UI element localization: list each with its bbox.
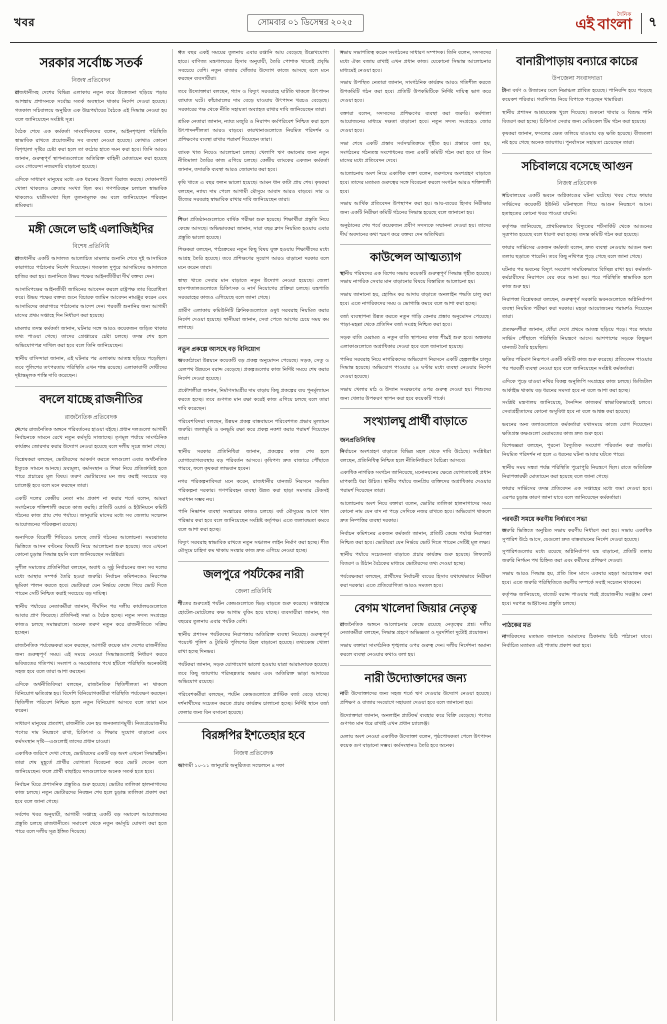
article bbox=[178, 49, 329, 205]
article-paragraph: বিশেষজ্ঞরা বলছেন, পুরনো বৈদ্যুতিক সংযোগ পরিবর্তন করা জরুরি। নিয়মিত পরিদর্শন না হলে এ ধরনের ঘটনা আবার ঘটতে পারে। bbox=[501, 443, 652, 458]
article-divider bbox=[15, 216, 167, 217]
article-paragraph: গ্রামীণ এলাকায় কমিউনিটি ক্লিনিকগুলোতে ওষুধ সরবরাহ নিয়মিত করার নির্দেশ দেওয়া হয়েছে। স্থানীয়রা জানান, সেবা পেতে আগের চেয়ে সময় কম লাগছে। bbox=[177, 307, 329, 332]
article-paragraph: নিরাপত্তা বিশ্লেষকরা বলছেন, গুরুত্বপূর্ণ সরকারি ভবনগুলোতে অগ্নিনির্বাপণ ব্যবস্থা নিয়মিত পরীক্ষা করা দরকার। মহড়া আয়োজনের পরামর্শও দিয়েছেন তারা। bbox=[501, 296, 652, 321]
article-paragraph: বিশ্লেষকরা বলছেন, ভোটারদের আকর্ষণ করতে দলগুলো এবার অর্থনৈতিক ইস্যুকে সামনে আনছে। দ্রব্যমূল্য, কর্মসংস্থান ও শিক্ষা নিয়ে প্রতিশ্রুতিই হতে পারে প্রচারের মূল বিষয়। তরুণ ভোটারদের মন জয় করাই সবচেয়ে বড় চ্যালেঞ্জ হবে বলে মনে করছেন তারা। bbox=[15, 456, 167, 489]
article-paragraph: স্থানীয় পরিষদের এক বিশেষ সভায় কয়েকটি গুরুত্বপূর্ণ সিদ্ধান্ত গৃহীত হয়েছে। সভায় নাগরিক সেবার মান বাড়ানোর বিষয়ে বিস্তারিত আলোচনা হয়। bbox=[339, 270, 491, 286]
article-divider bbox=[15, 386, 167, 387]
article bbox=[178, 729, 329, 770]
article-subheading: পরবর্তী সময়ে করণীয় নির্ধারণে সভা bbox=[501, 515, 588, 523]
article-paragraph: স্থানীয় পর্যায়ে সচেতনতা বাড়াতে প্রচার কার্যক্রম শুরু হয়েছে। লিফলেট বিতরণ ও উঠান বৈঠকের মাধ্যমে ভোটারদের তথ্য দেওয়া হচ্ছে। bbox=[339, 552, 491, 567]
article bbox=[340, 602, 491, 659]
date-line: সোমবার ০১ ডিসেম্বর ২০২৫ bbox=[247, 14, 364, 32]
article bbox=[340, 415, 491, 590]
article-paragraph: স্থানীয় পর্যায়ের নেতাকর্মীরা জানান, দীর্ঘদিন পর দলীয় কার্যালয়গুলোতে আবার প্রাণ ফিরেছে। প্রতিদিনই সভা ও বৈঠক হচ্ছে। নতুন সদস্য সংগ্রহের কাজও চলছে সমান্তরালে। অনেক তরুণ নতুন করে রাজনীতিতে সক্রিয় হচ্ছেন। bbox=[15, 604, 167, 637]
article-paragraph: একটি দলের কেন্দ্রীয় নেতা নাম প্রকাশ না করার শর্তে বলেন, আমরা সংগঠনকে শক্তিশালী করতে কাজ করছি। প্রতিটি ওয়ার্ড ও ইউনিয়নে কমিটি গঠনের কাজ প্রায় শেষ পর্যায়ে। জানুয়ারি মাসের মধ্যে সব জেলায় সম্মেলন আয়োজনের পরিকল্পনা রয়েছে। bbox=[15, 495, 167, 528]
article bbox=[178, 568, 329, 717]
article-headline[interactable]: জলপুরে পর্যটকের নারী bbox=[203, 569, 304, 581]
article-paragraph: কর্তৃপক্ষ জানিয়েছে, প্রাথমিকভাবে বিদ্যুতের শর্টসার্কিট থেকে আগুনের সূত্রপাত হয়েছে বলে ধারণা করা হচ্ছে। তদন্ত কমিটি গঠন করা হয়েছে। bbox=[501, 223, 652, 239]
article bbox=[502, 160, 652, 503]
article-paragraph: ঘটনার পর ভবনের বিদ্যুৎ সংযোগ সাময়িকভাবে বিচ্ছিন্ন রাখা হয়। কর্মকর্তা-কর্মচারীদের নিরাপদে বের করে আনা হয়। পরে পরিস্থিতি স্বাভাবিক হলে কাজ শুরু হয়। bbox=[501, 266, 652, 290]
article-paragraph: শ্রমিক নেতারা জানান, ন্যায্য মজুরি ও নিরাপদ কর্মপরিবেশ নিশ্চিত করা হলে উৎপাদনশীলতা আরও বাড়বে। কারখানাগুলোতে নিয়মিত পরিদর্শন ও প্রশিক্ষণের ব্যবস্থা রাখার পরামর্শ দিয়েছেন তারা। bbox=[177, 119, 329, 143]
article-headline[interactable]: বেগম খালেদা জিয়ার নেতৃত্ব bbox=[354, 603, 477, 616]
article-paragraph: কর্তৃপক্ষ জানিয়েছে, বাজেট বরাদ্দ পাওয়ার পরই প্রয়োজনীয় সরঞ্জাম কেনা হবে। দরপত্র আহ্বানের প্রস্তুতি চলছে। bbox=[501, 592, 652, 607]
article-paragraph: বিদ্যুৎ সরবরাহ স্বাভাবিক রাখতে নতুন সঞ্চালন লাইন নির্মাণ করা হচ্ছে। শীত মৌসুমে চাহিদা কম থাকায় সংস্কার কাজ দ্রুত এগিয়ে নেওয়া হচ্ছে। bbox=[177, 539, 329, 555]
article-paragraph: অবকাঠামো উন্নয়নে কয়েকটি বড় প্রকল্প অনুমোদন পেয়েছে। সড়ক, সেতু ও রেলপথ উন্নয়নে বরাদ্দ বেড়েছে। প্রকল্পগুলোর কাজ নির্দিষ্ট সময়ে শেষ করার নির্দেশ দেওয়া হয়েছে। bbox=[177, 358, 329, 382]
article-headline[interactable]: বানারীপাড়ায় বন্যারে কাচের bbox=[516, 56, 638, 68]
article-paragraph: নাগরিকদের মতামত জানাতে আমাদের ঠিকানায় চিঠি পাঠানো যাবে। নির্বাচিত মতামত এই পাতায় প্রকাশ করা হবে। bbox=[501, 633, 652, 649]
article-paragraph: রাজধানীসহ দেশের বিভিন্ন এলাকায় নতুন করে উত্তেজনা ছড়িয়ে পড়ার আশঙ্কায় প্রশাসনকে সর্বোচ্চ সতর্ক অবস্থানে থাকার নির্দেশ দেওয়া হয়েছে। গতকাল সচিবালয়ে অনুষ্ঠিত এক উচ্চপর্যায়ের বৈঠকে এই সিদ্ধান্ত নেওয়া হয় বলে জানিয়েছেন সংশ্লিষ্ট সূত্র। bbox=[15, 90, 167, 123]
article-paragraph: বক্তারা বলেন, সদস্যদের প্রশিক্ষণের ব্যবস্থা করা জরুরি। কর্মশালা আয়োজনের মাধ্যমে দক্ষতা বাড়ানো হবে। নতুন সদস্য সংগ্রহেও জোর দেওয়া হবে। bbox=[339, 110, 491, 134]
article-paragraph: আসামিপক্ষের আইনজীবী জামিনের আবেদন করলে রাষ্ট্রপক্ষ তার বিরোধিতা করে। উভয় পক্ষের বক্তব্য শুনে বিচারক জামিন আবেদন নামঞ্জুর করেন এবং আসামিদের কারাগারে পাঠানোর আদেশ দেন। পরবর্তী শুনানির জন্য আগামী মাসের প্রথম সপ্তাহে দিন নির্ধারণ করা হয়েছে। bbox=[15, 286, 167, 319]
column-container bbox=[10, 49, 657, 1021]
article-paragraph: সভায় আর্থিক প্রতিবেদন উপস্থাপন করা হয়। আয়-ব্যয়ের হিসাব নিরীক্ষার জন্য একটি নিরীক্ষা কমিটি গঠনের সিদ্ধান্ত হয়েছে বলে জানানো হয়। bbox=[339, 201, 491, 216]
article-divider bbox=[178, 561, 329, 562]
article-paragraph: পরিবেশকর্মীরা বলছেন, পর্যটন কেন্দ্রগুলোতে প্লাস্টিক বর্জ্য বেড়ে যাচ্ছে। দর্শনার্থীদের সচেতন করতে প্রচার কার্যক্রম চালানো হচ্ছে। নির্দিষ্ট স্থানে বর্জ্য ফেলার জন্য বিন বসানো হয়েছে। bbox=[177, 692, 329, 716]
article bbox=[15, 393, 167, 837]
article-paragraph: আলোচনায় অংশ নিয়ে বক্তারা বলেন, ভোটার তালিকা হালনাগাদের সময় কোনো নাম যেন বাদ না পড়ে সেদিকে নজর রাখতে হবে। অভিযোগ থাকলে দ্রুত নিষ্পত্তির ব্যবস্থা দরকার। bbox=[339, 500, 491, 524]
article-paragraph: সভায় জানানো হয়, হোল্ডিং কর আদায় বাড়াতে অনলাইন পদ্ধতি চালু করা হবে। এতে নাগরিকদের সময় ও ভোগান্তি কমবে বলে আশা করা হচ্ছে। bbox=[339, 292, 491, 307]
article-paragraph: ফায়ার সার্ভিসের একজন কর্মকর্তা বলেন, দ্রুত ব্যবস্থা নেওয়ায় আগুন অন্য তলায় ছড়াতে পারেনি। তবে কিছু নথিপত্র পুড়ে গেছে বলে জানা গেছে। bbox=[501, 245, 652, 260]
page-number: ৭ bbox=[641, 13, 657, 34]
article-byline: নিজস্ব প্রতিবেদক bbox=[557, 181, 597, 188]
article-paragraph: টানা বর্ষণ ও উজানের ঢলে নিম্নাঞ্চল প্লাবিত হয়েছে। পানিবন্দি হয়ে পড়েছে কয়েকশ পরিবার। গবাদিপশু নিয়ে বিপাকে পড়েছেন খামারিরা। bbox=[501, 88, 652, 104]
article-subheading: জনপ্রতিনিধিত্ব bbox=[339, 436, 376, 444]
article-paragraph: নগর পরিকল্পনাবিদরা মনে করেন, রাজধানীর যানজট নিরসনে সমন্বিত পরিকল্পনা দরকার। গণপরিবহন ব্যবস্থা উন্নত করা ছাড়া সমস্যার টেকসই সমাধান সম্ভব নয়। bbox=[177, 479, 329, 503]
article-headline[interactable]: নারী উদ্যোক্তাদের জন্য bbox=[364, 672, 467, 685]
logo bbox=[575, 13, 631, 34]
article-paragraph: সাধারণ মানুষের প্রত্যাশা, রাজনীতি যেন হয় জনকল্যাণমুখী। নিত্যপ্রয়োজনীয় পণ্যের দাম নিয়ন্ত্রণে রাখা, চিকিৎসা ও শিক্ষার সুযোগ বাড়ানো এবং কর্মসংস্থান সৃষ্টি—এগুলোই তাদের প্রধান চাওয়া। bbox=[15, 721, 167, 745]
article-paragraph: সুশীল সমাজের প্রতিনিধিরা বলছেন, অবাধ ও সুষ্ঠু নির্বাচনের জন্য সব দলের মধ্যে আস্থার সম্পর্ক তৈরি হওয়া জরুরি। নির্বাচন কমিশনকেও নিরপেক্ষ ভূমিকা পালন করতে হবে। ভোটাররা যেন নির্ভয়ে কেন্দ্রে গিয়ে ভোট দিতে পারেন সেটি নিশ্চিত করাই সবচেয়ে বড় দায়িত্ব। bbox=[15, 565, 167, 598]
article-headline[interactable]: সচিবালয়ে বসেছে আগুন bbox=[521, 160, 633, 173]
article-paragraph: পানির সরবরাহ নিয়ে নাগরিকদের অভিযোগ নিরসনে একটি হেল্পলাইন চালুর সিদ্ধান্ত হয়েছে। অভিযোগ পাওয়ার ২৪ ঘণ্টার মধ্যে ব্যবস্থা নেওয়ার নির্দেশ দেওয়া হয়েছে। bbox=[339, 356, 491, 381]
article-paragraph: রাজনৈতিক পর্যবেক্ষকরা মনে করছেন, আগামী কয়েক মাস দেশের রাজনীতির জন্য গুরুত্বপূর্ণ সময়। এই সময়ে নেওয়া সিদ্ধান্তগুলোই নির্ধারণ করবে ভবিষ্যতের গতিপথ। সংলাপ ও সমঝোতার পথে হাঁটলে পরিস্থিতি অনেকটাই সহজ হবে বলে তারা আশা করছেন। bbox=[15, 643, 167, 676]
article-paragraph: উদ্যোক্তারা জানান, অনলাইন প্ল্যাটফর্ম ব্যবহার করে বিক্রি বেড়েছে। পণ্যের গুণগত মান ধরে রাখাই এখন প্রধান চ্যালেঞ্জ। bbox=[339, 712, 491, 728]
masthead bbox=[10, 8, 657, 43]
logo-subtitle: দৈনিক bbox=[616, 11, 632, 18]
article-paragraph: স্থানীয় সময় সন্ধ্যা পর্যন্ত পরিস্থিতি পুরোপুরি নিয়ন্ত্রণে ছিল। রাতে অতিরিক্ত নিরাপত্তারক্ষী মোতায়েন করা হয়েছে বলে জানা গেছে। bbox=[501, 464, 652, 480]
article-divider bbox=[502, 508, 652, 509]
article-paragraph: অনুষ্ঠানের শেষ পর্বে কয়েকজন প্রবীণ সদস্যকে সম্মাননা দেওয়া হয়। তাদের দীর্ঘ অবদানের কথা স্মরণ করে বক্তব্য দেন অতিথিরা। bbox=[339, 222, 491, 238]
article-paragraph: আলোচনায় অংশ নিয়ে একাধিক বক্তা বলেন, তরুণদের অংশগ্রহণ বাড়াতে হবে। তাদের মতামত গুরুত্বের সঙ্গে বিবেচনা করলে সংগঠন আরও শক্তিশালী হবে। bbox=[339, 171, 491, 195]
article bbox=[502, 55, 652, 148]
article-paragraph: বৈঠক শেষে এক কর্মকর্তা সাংবাদিকদের বলেন, আইনশৃঙ্খলা পরিস্থিতি স্বাভাবিক রাখতে প্রয়োজনীয় সব ব্যবস্থা নেওয়া হয়েছে। কোথাও কোনো বিশৃঙ্খলা সৃষ্টির চেষ্টা করা হলে তা কঠোর হাতে দমন করা হবে। তিনি আরও জানান, গুরুত্বপূর্ণ স্থাপনাগুলোতে অতিরিক্ত বাহিনী মোতায়েন করা হয়েছে এবং গোয়েন্দা নজরদারি বাড়ানো হয়েছে। bbox=[15, 129, 167, 171]
article-divider bbox=[340, 408, 491, 409]
article-paragraph: নারী উদ্যোক্তাদের জন্য সহজ শর্তে ঋণ দেওয়ার উদ্যোগ নেওয়া হয়েছে। প্রশিক্ষণ ও বাজার সংযোগে সহায়তা দেওয়া হবে বলে জানানো হয়। bbox=[339, 691, 491, 706]
article-paragraph: এদিকে পুড়ে যাওয়া নথির বিকল্প অনুলিপি সংগ্রহের কাজ চলছে। ডিজিটাল আর্কাইভ থাকায় বড় ধরনের সমস্যা হবে না বলে আশা করা হচ্ছে। bbox=[501, 378, 652, 394]
article-paragraph: শিক্ষকরা বলছেন, পাঠ্যক্রমের নতুন কিছু বিষয় যুক্ত হওয়ায় শিক্ষার্থীদের মধ্যে আগ্রহ তৈরি হয়েছে। তবে প্রশিক্ষণের সুযোগ আরও বাড়ানো দরকার বলে মনে করেন তারা। bbox=[177, 247, 329, 271]
article-paragraph: সচিবালয়ের একটি ভবনে অগ্নিকাণ্ডের ঘটনা ঘটেছে। খবর পেয়ে ফায়ার সার্ভিসের কয়েকটি ইউনিট ঘটনাস্থলে গিয়ে আগুন নিয়ন্ত্রণে আনে। হতাহতের কোনো খবর পাওয়া যায়নি। bbox=[501, 193, 652, 217]
article-byline: জেলা প্রতিনিধি bbox=[235, 589, 272, 596]
article-paragraph: নির্বাচন ঘিরে প্রশাসনিক প্রস্তুতিও শুরু হয়েছে। ভোটার তালিকা হালনাগাদের কাজ চলছে। নতুন ভোটারদের নিবন্ধন শেষ হলে চূড়ান্ত তালিকা প্রকাশ করা হবে বলে জানা গেছে। bbox=[15, 781, 167, 805]
article-divider bbox=[340, 244, 491, 245]
article-byline: উপজেলা সংবাদদাতা bbox=[551, 76, 603, 83]
article-paragraph: ব্যাংক খাত নিয়েও আলোচনা চলছে। খেলাপি ঋণ কমানোর জন্য নতুন নীতিমালা তৈরির কাজ এগিয়ে চলছে। কেন্দ্রীয় ব্যাংকের একজন কর্মকর্তা জানান, তদারকি ব্যবস্থা আরও জোরদার করা হবে। bbox=[177, 149, 329, 173]
article-paragraph: সড়ক বাতি মেরামত ও নতুন বাতি স্থাপনের কাজ শীঘ্রই শুরু হবে। অন্ধকার এলাকাগুলোতে অগ্রাধিকার দেওয়া হবে বলে জানানো হয়েছে। bbox=[339, 335, 491, 350]
article-divider bbox=[178, 722, 329, 723]
article-subheading: পাঠকের মত bbox=[501, 621, 532, 629]
article-paragraph: গত বছর একই সময়ের তুলনায় এবার রপ্তানি আয় বেড়েছে উল্লেখযোগ্য হারে। বাণিজ্য মন্ত্রণালয়ের হিসাব অনুযায়ী, তৈরি পোশাক খাতেই প্রবৃদ্ধি সবচেয়ে বেশি। নতুন বাজার খোঁজার উদ্যোগ কাজে আসছে বলে মনে করছেন ব্যবসায়ীরা। bbox=[177, 50, 329, 83]
article-paragraph: বর্জ্য ব্যবস্থাপনা উন্নত করতে নতুন গাড়ি কেনার প্রস্তাব অনুমোদন পেয়েছে। পাড়া-মহল্লা থেকে প্রতিদিন বর্জ্য সংগ্রহ নিশ্চিত করা হবে। bbox=[339, 313, 491, 329]
article-divider bbox=[340, 595, 491, 596]
article-paragraph: সভায় সভাপতিত্ব করেন সংগঠনের সাধারণ সম্পাদক। তিনি বলেন, সদস্যদের মধ্যে ঐক্য বজায় রাখাই এখন প্রধান কাজ। যেকোনো সিদ্ধান্ত আলোচনার মাধ্যমেই নেওয়া হবে। bbox=[339, 50, 491, 74]
article-paragraph: সুপারিশগুলোর মধ্যে রয়েছে অগ্নিনির্বাপণ যন্ত্র বাড়ানো, প্রতিটি তলায় জরুরি নির্গমন পথ চিহ্নিত করা এবং কর্মীদের প্রশিক্ষণ দেওয়া। bbox=[501, 549, 652, 564]
article-paragraph: ফায়ার সার্ভিসের তদন্ত প্রতিবেদন এক সপ্তাহের মধ্যে জমা দেওয়া হবে। এরপর চূড়ান্ত কারণ জানা যাবে বলে জানিয়েছেন কর্মকর্তারা। bbox=[501, 486, 652, 501]
article-paragraph: কৃষি খাতে এ বছর ফলন ভালো হয়েছে। আমন ধান কাটা প্রায় শেষ। কৃষকরা বলছেন, ন্যায্য দাম পেলে আগামী মৌসুমে আবাদ আরও বাড়বে। সার ও বীজের সরবরাহ স্বাভাবিক রাখার দাবি জানিয়েছেন তারা। bbox=[177, 179, 329, 204]
article-paragraph: ক্ষতির পরিমাণ নিরূপণে একটি কমিটি কাজ শুরু করেছে। প্রতিবেদন পাওয়ার পর পরবর্তী ব্যবস্থা নেওয়া হবে বলে জানিয়েছেন সংশ্লিষ্ট কর্মকর্তারা। bbox=[501, 357, 652, 372]
article-paragraph: এদিকে অর্থনীতিবিদরা বলছেন, রাজনৈতিক স্থিতিশীলতা না থাকলে বিনিয়োগ ক্ষতিগ্রস্ত হয়। বিদেশি বিনিয়োগকারীরা পরিস্থিতি পর্যবেক্ষণ করছেন। স্থিতিশীল পরিবেশ নিশ্চিত হলে নতুন বিনিয়োগ আসবে বলে তারা মনে করেন। bbox=[15, 682, 167, 715]
article-headline[interactable]: সরকার সর্বোচ্চ সতর্ক bbox=[39, 55, 143, 70]
article-byline: বিশেষ প্রতিনিধি bbox=[72, 244, 110, 251]
column-3 bbox=[334, 49, 496, 1021]
article bbox=[15, 223, 167, 381]
article-paragraph: মেলায় অংশ নেওয়া একাধিক উদ্যোক্তা বলেন, পৃষ্ঠপোষকতা পেলে উৎপাদন কয়েক গুণ বাড়ানো সম্ভব। কর্মসংস্থানও তৈরি হবে অনেক। bbox=[339, 734, 491, 749]
article-headline[interactable]: সংখ্যালঘু প্রার্থী বাড়াতে bbox=[363, 416, 468, 429]
article-paragraph: সভায় আরও সিদ্ধান্ত হয়, প্রতি তিন মাসে একবার মহড়া আয়োজন করা হবে। এতে জরুরি পরিস্থিতিতে করণীয় সম্পর্কে সবাই সচেতন থাকবেন। bbox=[501, 570, 652, 586]
article-paragraph: নির্বাচন কমিশনের একজন কর্মকর্তা জানান, প্রতিটি কেন্দ্রে পর্যাপ্ত নিরাপত্তা নিশ্চিত করা হবে। ভোটাররা যেন নির্ভয়ে ভোট দিতে পারেন সেটিই মূল লক্ষ্য। bbox=[339, 530, 491, 546]
article-paragraph: সর্বশেষ খবর অনুযায়ী, আগামী সপ্তাহে একটি বড় সমাবেশ আয়োজনের প্রস্তুতি চলছে রাজধানীতে। সমাবেশ থেকে নতুন কর্মসূচি ঘোষণা করা হতে পারে বলে দলীয় সূত্র ইঙ্গিত দিয়েছে। bbox=[15, 811, 167, 836]
article-paragraph: সভায় বক্তারা সাংগঠনিক শৃঙ্খলার ওপর গুরুত্ব দেন। দলীয় নির্দেশনা অমান্য করলে ব্যবস্থা নেওয়ার কথাও বলা হয়। bbox=[339, 643, 491, 658]
article-paragraph: মামলার তদন্ত কর্মকর্তা জানান, ঘটনার সঙ্গে আরও কয়েকজন জড়িত থাকার তথ্য পাওয়া গেছে। তাদের গ্রেপ্তারের চেষ্টা চলছে। তদন্ত শেষ হলে অভিযোগপত্র দাখিল করা হবে বলে তিনি জানিয়েছেন। bbox=[15, 325, 167, 350]
article-paragraph: কৃষকরা জানান, ফসলের ক্ষেত তলিয়ে যাওয়ায় বড় ক্ষতি হয়েছে। বীজতলা নষ্ট হয়ে গেছে অনেক জায়গায়। পুনর্বাসনে সহায়তা চেয়েছেন তারা। bbox=[501, 131, 652, 147]
article-paragraph: আগামী ১০-১১ জানুয়ারি অনুষ্ঠিতব্য সম্মেলনে ৪ দফা bbox=[177, 762, 285, 769]
article-paragraph: একাধিক জরিপে দেখা গেছে, ভোটারদের একটি বড় অংশ এখনো সিদ্ধান্তহীন। তারা শেষ মুহূর্তে প্রার্থীর যোগ্যতা বিবেচনা করে ভোট দেবেন বলে জানিয়েছেন। ফলে প্রার্থী বাছাইয়ে দলগুলোকে অনেক সতর্ক হতে হবে। bbox=[15, 751, 167, 775]
article bbox=[340, 49, 491, 239]
article-paragraph: পর্যবেক্ষকরা বলছেন, প্রার্থীদের নির্বাচনী ব্যয়ের হিসাব যথাযথভাবে নিরীক্ষা করা দরকার। এতে প্রতিযোগিতা আরও সমতল হবে। bbox=[339, 573, 491, 589]
article-paragraph: স্থানীয় বাসিন্দারা জানান, এই ঘটনার পর এলাকায় আতঙ্ক ছড়িয়ে পড়েছিল। তবে পুলিশের তৎপরতায় পরিস্থিতি এখন শান্ত রয়েছে। এলাকাবাসী দোষীদের দৃষ্টান্তমূলক শাস্তি দাবি করেছেন। bbox=[15, 355, 167, 380]
article-paragraph: স্বাস্থ্য খাতে সেবার মান বাড়াতে নতুন উদ্যোগ নেওয়া হয়েছে। জেলা হাসপাতালগুলোতে চিকিৎসক ও নার্স নিয়োগের প্রক্রিয়া চলছে। যন্ত্রপাতি সরবরাহের কাজও এগিয়েছে বলে জানা গেছে। bbox=[177, 277, 329, 301]
column-2 bbox=[172, 49, 334, 1021]
section-label: খবর bbox=[14, 16, 35, 29]
article-paragraph: রাজধানীর একটি আদালত আলোচিত মামলার শুনানি শেষে দুই আসামিকে কারাগারে পাঠানোর নির্দেশ দিয়েছেন। গতকাল দুপুরে আসামিদের আদালতে হাজির করা হয়। শুনানিতে উভয় পক্ষের আইনজীবীরা দীর্ঘ বক্তব্য দেন। bbox=[15, 256, 167, 280]
article-byline: রাজনৈতিক প্রতিবেদক bbox=[64, 414, 118, 421]
article-paragraph: এদিকে সাধারণ মানুষের মধ্যে এক ধরনের উদ্বেগ বিরাজ করছে। দোকানপাট খোলা থাকলেও ক্রেতার সংখ্যা ছিল কম। গণপরিবহন চলাচল স্বাভাবিক থাকলেও যাত্রীসংখ্যা ছিল তুলনামূলক কম বলে জানিয়েছেন পরিবহন শ্রমিকরা। bbox=[15, 177, 167, 210]
article-divider bbox=[178, 210, 329, 211]
article-paragraph: সভা শেষে একটি প্রস্তাব সর্বসম্মতিক্রমে গৃহীত হয়। প্রস্তাবে বলা হয়, সংগঠনের গঠনতন্ত্র সংশোধনের জন্য একটি কমিটি গঠন করা হবে যা তিন মাসের মধ্যে প্রতিবেদন দেবে। bbox=[339, 140, 491, 165]
article-paragraph: প্রকৌশলীরা জানান, নির্মাণসামগ্রীর দাম বাড়ায় কিছু প্রকল্পের ব্যয় পুনর্মূল্যায়ন করতে হচ্ছে। তবে গুণগত মান রক্ষা করেই কাজ এগিয়ে চলছে বলে তারা দাবি করেছেন। bbox=[177, 388, 329, 412]
article bbox=[502, 514, 652, 609]
article-divider bbox=[340, 665, 491, 666]
article-paragraph: ভবনের অন্য তলাগুলোতে কর্মকর্তারা যথাসময়ে কাজে যোগ দিয়েছেন। ক্ষতিগ্রস্ত কক্ষগুলো মেরামতের কাজ দ্রুত শুরু হবে। bbox=[501, 421, 652, 437]
article-byline: নিজস্ব প্রতিবেদন bbox=[71, 78, 111, 85]
article-headline[interactable]: মঙ্গী জেলে ভাই এলাজিইদির bbox=[28, 224, 154, 236]
logo-title: এই বাংলা bbox=[575, 17, 632, 34]
article-paragraph: প্রত্যক্ষদর্শীরা জানান, ধোঁয়া দেখে প্রথমে আতঙ্ক ছড়িয়ে পড়ে। পরে ফায়ার সার্ভিস পৌঁছালে পরিস্থিতি নিয়ন্ত্রণে আসে। আশপাশের সড়কে কিছুক্ষণ যানজট তৈরি হয়েছিল। bbox=[501, 327, 652, 351]
article-divider bbox=[502, 153, 652, 154]
article-paragraph: পরিবেশবিদরা বলছেন, উন্নয়ন প্রকল্প বাস্তবায়নে পরিবেশগত প্রভাব মূল্যায়ন জরুরি। জলাভূমি ও বনভূমি রক্ষা করে প্রকল্প নকশা করার পরামর্শ দিয়েছেন তারা। bbox=[177, 418, 329, 442]
article-headline[interactable]: বদলে যাচ্ছে রাজনীতির bbox=[39, 394, 143, 407]
article-divider bbox=[502, 614, 652, 615]
article-paragraph: সংশ্লিষ্ট মন্ত্রণালয় জানিয়েছে, দৈনন্দিন কাজকর্ম স্বাভাবিকভাবেই চলবে। সেবাগ্রহীতাদের কোনো অসুবিধা হবে না বলে আশ্বস্ত করা হয়েছে। bbox=[501, 400, 652, 415]
column-1 bbox=[10, 49, 172, 1021]
article-paragraph: পর্যটকরা জানান, সড়ক যোগাযোগ ভালো হওয়ায় যাত্রা আরামদায়ক হয়েছে। তবে কিছু জায়গায় পরিচ্ছন্নতার অভাব এবং অতিরিক্ত ভাড়া আদায়ের অভিযোগ রয়েছে। bbox=[177, 661, 329, 686]
article-byline: নিজস্ব প্রতিবেদক bbox=[233, 750, 274, 757]
column-4 bbox=[496, 49, 657, 1021]
article-paragraph: স্থানীয় প্রশাসন আশ্রয়কেন্দ্র খুলে দিয়েছে। শুকনো খাবার ও বিশুদ্ধ পানি বিতরণ করা হচ্ছে। চিকিৎসা সেবার জন্য মেডিকেল টিম গঠন করা হয়েছে। bbox=[501, 109, 652, 125]
article bbox=[340, 251, 491, 403]
article-paragraph: তবে উদ্যোক্তারা বলছেন, গ্যাস ও বিদ্যুৎ সরবরাহে ঘাটতি থাকলে উৎপাদন ব্যাঘাত ঘটে। কাঁচামালের দাম বেড়ে যাওয়ায় উৎপাদন খরচও বেড়েছে। সরকারের পক্ষ থেকে নীতি সহায়তা অব্যাহত রাখার দাবি জানিয়েছেন তারা। bbox=[177, 89, 329, 113]
article-paragraph: শিক্ষা প্রতিষ্ঠানগুলোতে বার্ষিক পরীক্ষা শুরু হয়েছে। শিক্ষার্থীরা প্রস্তুতি নিয়ে কেন্দ্রে আসছে। অভিভাবকরা জানান, সারা বছর ক্লাস নিয়মিত হওয়ায় এবার প্রস্তুতি ভালো হয়েছে। bbox=[177, 217, 329, 241]
article bbox=[502, 620, 652, 651]
article bbox=[178, 216, 329, 333]
article-paragraph: জরুরি ভিত্তিতে অনুষ্ঠিত সভায় করণীয় নির্ধারণ করা হয়। সভায় একাধিক সুপারিশ উঠে আসে, যেগুলো দ্রুত বাস্তবায়নের নির্দেশ দেওয়া হয়েছে। bbox=[501, 527, 652, 543]
article-paragraph: সভায় খেলার মাঠ ও উদ্যান সংরক্ষণের ওপর গুরুত্ব দেওয়া হয়। শিশুদের জন্য খেলার উপকরণ স্থাপন করা হবে কয়েকটি পার্কে। bbox=[339, 386, 491, 402]
article-headline[interactable]: বিরঙ্গপির ইশতেহার হবে bbox=[202, 730, 305, 743]
article bbox=[178, 344, 329, 556]
article-subheading: নতুন প্রকল্পে আসছে বড় বিনিয়োগ bbox=[177, 346, 261, 353]
article-paragraph: রাজনৈতিক অঙ্গনে আলোচনার কেন্দ্রে রয়েছে নেতৃত্বের প্রশ্ন। দলীয় নেতাকর্মীরা বলছেন, সিদ্ধান্ত গ্রহণে অভিজ্ঞতা ও দূরদর্শিতা দুটোই প্রয়োজন। bbox=[339, 621, 491, 637]
article-paragraph: দেশের রাজনৈতিক অঙ্গনে পরিবর্তনের হাওয়া বইছে। প্রধান দলগুলো আগামী নির্বাচনকে সামনে রেখে নতুন কর্মসূচি সাজাচ্ছে। তৃণমূল পর্যায়ে সাংগঠনিক কার্যক্রম জোরদার করার উদ্যোগ নেওয়া হয়েছে বলে দলীয় সূত্রে জানা গেছে। bbox=[15, 426, 167, 450]
article-paragraph: একাধিক নাগরিক সংগঠন জানিয়েছে, মনোনয়নের ক্ষেত্রে যোগ্যতাকেই প্রধান মাপকাঠি ধরা উচিত। স্থানীয় পর্যায়ে জনপ্রিয় ব্যক্তিদের অগ্রাধিকার দেওয়ার পরামর্শ দিয়েছেন তারা। bbox=[339, 470, 491, 494]
article-paragraph: নির্বাচনে অংশগ্রহণ বাড়াতে বিভিন্ন মহল থেকে দাবি উঠেছে। সংশ্লিষ্টরা বলছেন, প্রতিনিধিত্ব নিশ্চিত হলে নীতিনির্ধারণে বৈচিত্র্য আসবে। bbox=[339, 448, 491, 464]
article-paragraph: স্থানীয় প্রশাসন পর্যটকদের নিরাপত্তায় অতিরিক্ত ব্যবস্থা নিয়েছে। গুরুত্বপূর্ণ পয়েন্টে পুলিশ ও ট্যুরিস্ট পুলিশের টহল বাড়ানো হয়েছে। তথ্যকেন্দ্র খোলা রাখা হচ্ছে দিনভর। bbox=[177, 631, 329, 656]
article-paragraph: স্থানীয় সরকার প্রতিনিধিরা জানান, প্রকল্পের কাজ শেষ হলে যোগাযোগব্যবস্থায় বড় পরিবর্তন আসবে। কৃষিপণ্য দ্রুত বাজারে পৌঁছাতে পারবে, ফলে কৃষকরা লাভবান হবেন। bbox=[177, 448, 329, 473]
article bbox=[15, 55, 167, 211]
article bbox=[340, 672, 491, 751]
masthead-brand bbox=[575, 13, 657, 34]
article-paragraph: অন্যদিকে বিরোধী শিবিরেও চলছে জোট গঠনের আলোচনা। সমঝোতার ভিত্তিতে আসন বণ্টনের বিষয়টি নিয়ে আলোচনা শুরু হয়েছে। তবে এখনো কোনো চূড়ান্ত সিদ্ধান্ত হয়নি বলে জানিয়েছেন সংশ্লিষ্টরা। bbox=[15, 534, 167, 559]
article-paragraph: পানি নিষ্কাশন ব্যবস্থা সংস্কারের কাজও চলছে। বর্ষা মৌসুমের আগে খাল পরিষ্কার করা হবে বলে জানিয়েছেন সংশ্লিষ্ট কর্তৃপক্ষ। এতে জলাবদ্ধতা কমবে বলে আশা করা হচ্ছে। bbox=[177, 509, 329, 533]
article-divider bbox=[178, 338, 329, 339]
article-paragraph: শীতের শুরুতেই পর্যটন কেন্দ্রগুলোতে ভিড় বাড়তে শুরু করেছে। সপ্তাহান্তে হোটেল-মোটেলের কক্ষ আগাম বুকিং হয়ে যাচ্ছে। ব্যবসায়ীরা জানান, গত বছরের তুলনায় এবার পর্যটক বেশি। bbox=[177, 601, 329, 625]
article-headline[interactable]: কাউন্সেল আত্মত্যাগ bbox=[369, 252, 461, 265]
article-paragraph: সভায় উপস্থিত নেতারা জানান, সাংগঠনিক কার্যক্রম আরও গতিশীল করতে উপকমিটি গঠন করা হবে। প্রতিটি উপকমিটিকে নির্দিষ্ট দায়িত্ব ভাগ করে দেওয়া হবে। bbox=[339, 80, 491, 104]
